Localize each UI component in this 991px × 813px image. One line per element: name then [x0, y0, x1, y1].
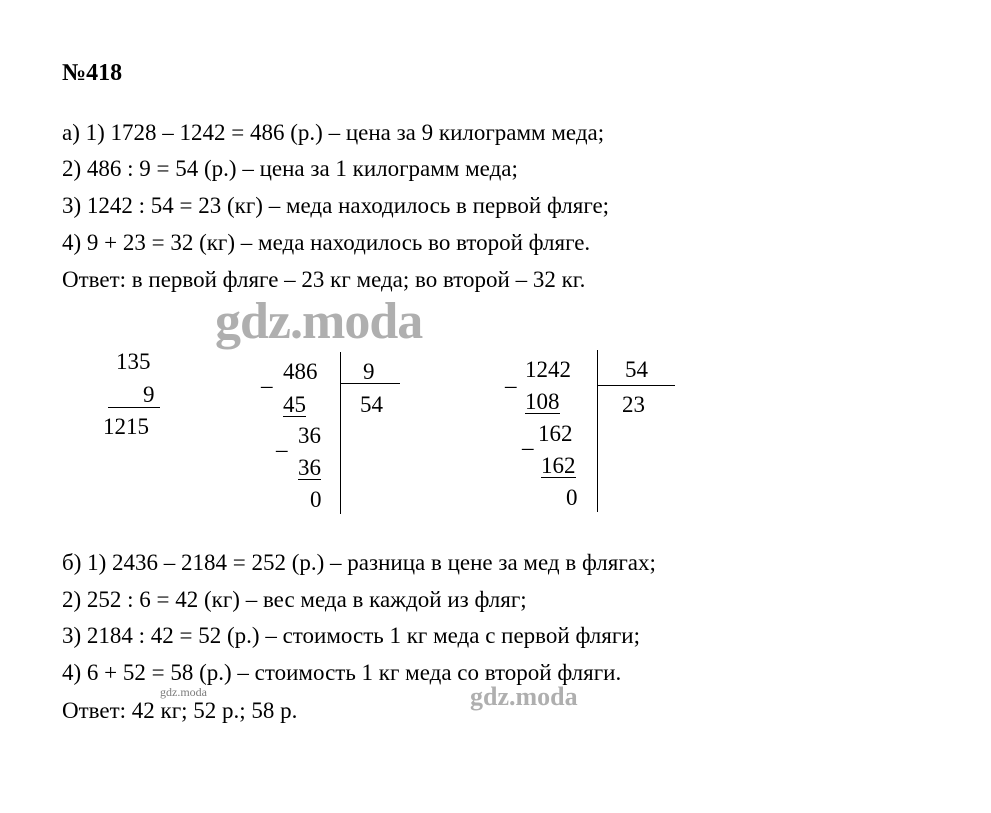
- mult-factor: 9: [143, 382, 155, 407]
- div2-step-1: 108: [525, 389, 560, 414]
- div1-minus-2: _: [276, 429, 288, 454]
- div2-minus-2: _: [522, 427, 534, 452]
- div1-divisor: 9: [363, 359, 375, 384]
- div2-remainder: 0: [566, 485, 578, 510]
- part-a-step-1: а) 1) 1728 – 1242 = 486 (р.) – цена за 9 килограмм меда;: [62, 120, 605, 145]
- mult-rule: [108, 407, 160, 408]
- part-b-step-4: 4) 6 + 52 = 58 (р.) – стоимость 1 кг меда со второй фляги.: [62, 660, 622, 685]
- div1-minus: _: [261, 365, 273, 390]
- div2-vertical-bar: [597, 350, 598, 512]
- part-b-step-1: б) 1) 2436 – 2184 = 252 (р.) – разница в цене за мед в флягах;: [62, 550, 656, 575]
- part-b-step-2: 2) 252 : 6 = 42 (кг) – вес меда в каждой из фляг;: [62, 587, 527, 612]
- div1-step-1: 45: [283, 392, 306, 417]
- div2-quotient: 23: [622, 392, 645, 417]
- watermark-large: gdz.moda: [215, 293, 423, 350]
- div1-dividend: 486: [283, 359, 318, 384]
- part-a-step-3: 3) 1242 : 54 = 23 (кг) – меда находилось в первой фляге;: [62, 193, 610, 218]
- div1-step-2: 36: [298, 423, 321, 448]
- problem-number: №418: [62, 60, 123, 86]
- part-a-step-2: 2) 486 : 9 = 54 (р.) – цена за 1 килограмм меда;: [62, 156, 518, 181]
- div1-vertical-bar: [340, 352, 341, 514]
- watermark-medium: gdz.moda: [470, 682, 578, 711]
- div2-step-3: 162: [541, 453, 576, 478]
- div2-dividend: 1242: [525, 357, 571, 382]
- div1-quotient: 54: [360, 392, 383, 417]
- part-a-answer: Ответ: в первой фляге – 23 кг меда; во второй – 32 кг.: [62, 267, 586, 292]
- div2-divisor: 54: [625, 357, 648, 382]
- div1-remainder: 0: [310, 487, 322, 512]
- div2-step-2: 162: [538, 421, 573, 446]
- part-b-answer: Ответ: 42 кг; 52 р.; 58 р.: [62, 698, 298, 723]
- div2-quotient-rule: [597, 385, 675, 386]
- part-a-step-4: 4) 9 + 23 = 32 (кг) – меда находилось во второй фляге.: [62, 230, 591, 255]
- div1-step-3: 36: [298, 455, 321, 480]
- mult-result: 1215: [103, 414, 149, 439]
- part-b-step-3: 3) 2184 : 42 = 52 (р.) – стоимость 1 кг меда с первой фляги;: [62, 623, 640, 648]
- watermark-small: gdz.moda: [160, 685, 207, 699]
- div2-minus: _: [505, 365, 517, 390]
- mult-top: 135: [116, 349, 151, 374]
